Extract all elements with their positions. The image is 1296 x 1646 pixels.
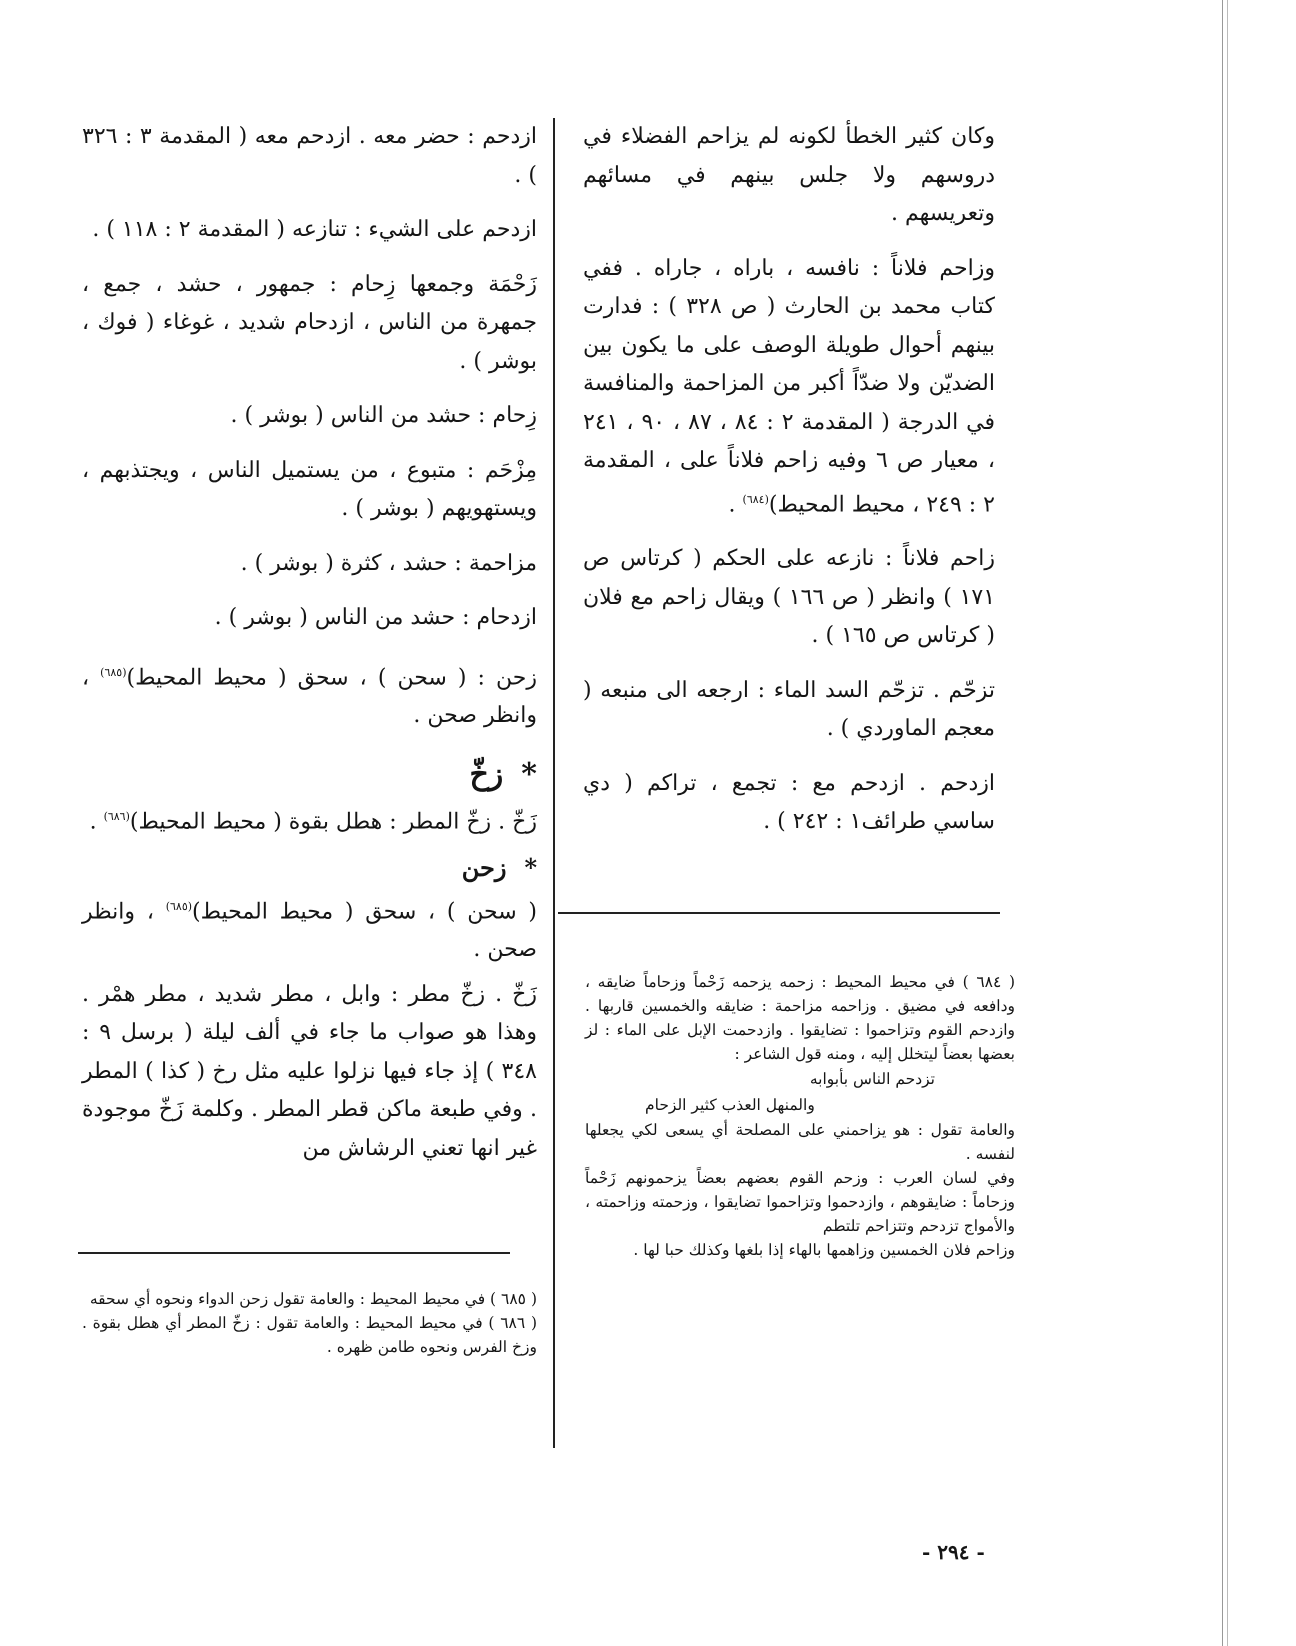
entry-heading-text: زخّ [469, 756, 504, 792]
footnote-separator [78, 1252, 510, 1254]
footnote-ref: (٦٨٦) [103, 809, 130, 823]
asterisk-marker: * [521, 756, 537, 792]
paragraph-end: . [728, 491, 743, 517]
paragraph [583, 250, 995, 525]
paragraph-text: زَخّ . زخّ المطر : هطل بقوة ( محيط المحيط) [129, 809, 537, 835]
paragraph: زِحام : حشد من الناس ( بوشر ) . [230, 403, 537, 428]
footnote: ( ٦٨٥ ) في محيط المحيط : والعامة تقول زحن الدواء ونحوه أي سحقه [89, 1290, 537, 1308]
paragraph [82, 654, 537, 736]
paragraph: زَحْمَة وجمعها زِحام : جمهور ، حشد ، جمع ، جمهرة من الناس ، ازدحام شديد ، غوغاء ( فوك ، بوشر ) . [82, 271, 537, 374]
entry-heading [82, 848, 537, 888]
footnote: ( ٦٨٦ ) في محيط المحيط : والعامة تقول : زخّ المطر أي هطل بقوة . وزخ الفرس ونحوه طامن ظهره . [82, 1314, 538, 1356]
paragraph: زاحم فلاناً : نازعه على الحكم ( كرتاس ص ١٧١ ) وانظر ( ص ١٦٦ ) ويقال زاحم مع فلان ( كرتاس ص ١٦٥ ) . [583, 546, 996, 649]
footnote-ref: (٦٨٥) [165, 899, 193, 913]
left-column [82, 118, 537, 1184]
asterisk-marker: * [524, 852, 537, 882]
paragraph: وكان كثير الخطأ لكونه لم يزاحم الفضلاء في دروسهم ولا جلس بينهم في مسائهم وتعريسهم . [583, 124, 995, 226]
paragraph: ازدحم على الشيء : تنازعه ( المقدمة ٢ : ١١٨ ) . [92, 217, 537, 242]
paragraph: زَخّ . زخّ مطر : وابل ، مطر شديد ، مطر همْر . وهذا هو صواب ما جاء في ألف ليلة ( برسل ٩ : ٣٤٨ ) إذ جاء فيها نزلوا عليه مثل رخ ( كذا ) المطر . وفي طبعة ماكن قطر المطر . وكلمة زَخّ موجودة غير انها تعني الرشاش من [82, 981, 538, 1161]
footnotes-right [585, 970, 1015, 1262]
binding-edge-line [1222, 0, 1223, 1646]
entry-heading-text: زحن [461, 852, 507, 882]
verse-line: والمنهل العذب كثير الزحام [645, 1096, 815, 1114]
binding-edge-line-2 [1227, 0, 1228, 1646]
footnotes-left [82, 1287, 537, 1359]
footnote: ( ٦٨٤ ) في محيط المحيط : زحمه يزحمه زَحْماً وزحاماً ضايقه ، ودافعه في مضيق . وزاحمه مزاحمة : ضايقه والخمسين قاربها . وازدحم القوم وتزاحموا : تضايقوا . وازدحمت الإبل على الماء : لز بعضها بعضاً ليتخلل إليه ، ومنه قول الشاعر : [585, 973, 1015, 1063]
footnote-separator [558, 912, 1000, 914]
paragraph: ازدحم : حضر معه . ازدحم معه ( المقدمة ٣ : ٣٢٦ ) . [82, 124, 537, 188]
paragraph-end: ، وانظر صحن . [82, 664, 537, 729]
paragraph-text: ( سحن ) ، سحق ( محيط المحيط) [192, 898, 538, 924]
footnote: والعامة تقول : هو يزاحمني على المصلحة أي يسعى لكي يجعلها لنفسه . [585, 1121, 1015, 1163]
footnote: وزاحم فلان الخمسين وزاهمها بالهاء إذا بلغها وكذلك حبا لها . [633, 1241, 1015, 1259]
column-divider [553, 118, 555, 1448]
paragraph: تزحّم . تزحّم السد الماء : ارجعه الى منبعه ( معجم الماوردي ) . [583, 677, 995, 742]
paragraph: مِزْحَم : متبوع ، من يستميل الناس ، ويجتذبهم ، ويستهويهم ( بوشر ) . [82, 457, 537, 521]
footnote-ref: (٦٨٤) [742, 492, 769, 506]
page-number: - ٢٩٤ - [922, 1540, 985, 1564]
verse-line: تزدحم الناس بأبوابه [809, 1070, 935, 1088]
paragraph [82, 798, 537, 842]
entry-heading [82, 752, 537, 798]
paragraph [82, 888, 537, 970]
right-column [583, 118, 995, 858]
paragraph-end: . [89, 809, 104, 835]
paragraph: ازدحم . ازدحم مع : تجمع ، تراكم ( دي ساسي طرائف١ : ٢٤٢ ) . [583, 770, 995, 835]
footnote-ref: (٦٨٥) [100, 665, 127, 679]
paragraph: ازدحام : حشد من الناس ( بوشر ) . [214, 605, 537, 630]
paragraph-text: وزاحم فلاناً : نافسه ، باراه ، جاراه . ففي كتاب محمد بن الحارث ( ص ٣٢٨ ) : فدارت بينهم أحوال طويلة الوصف على ما يكون بين الضديّن ولا ضدّاً أكبر من المزاحمة والمنافسة في الدرجة ( المقدمة ٢ : ٨٤ ، ٨٧ ، ٩٠ ، ٢٤١ ، معيار ص ٦ وفيه زاحم فلاناً على ، المقدمة ٢ : ٢٤٩ ، محيط المحيط) [583, 255, 995, 517]
paragraph: مزاحمة : حشد ، كثرة ( بوشر ) . [240, 550, 537, 576]
paragraph-end: ، وانظر صحن . [82, 898, 537, 963]
footnote: وفي لسان العرب : وزحم القوم بعضهم بعضاً يزحمونهم زَحْماً وزحاماً : ضايقوهم ، وازدحموا وتزاحموا تضايقوا ، وزحمته وزاحمته ، والأمواج تزدحم وتتزاحم تلتطم [585, 1169, 1015, 1235]
paragraph-text: زحن : ( سحن ) ، سحق ( محيط المحيط) [126, 664, 538, 690]
